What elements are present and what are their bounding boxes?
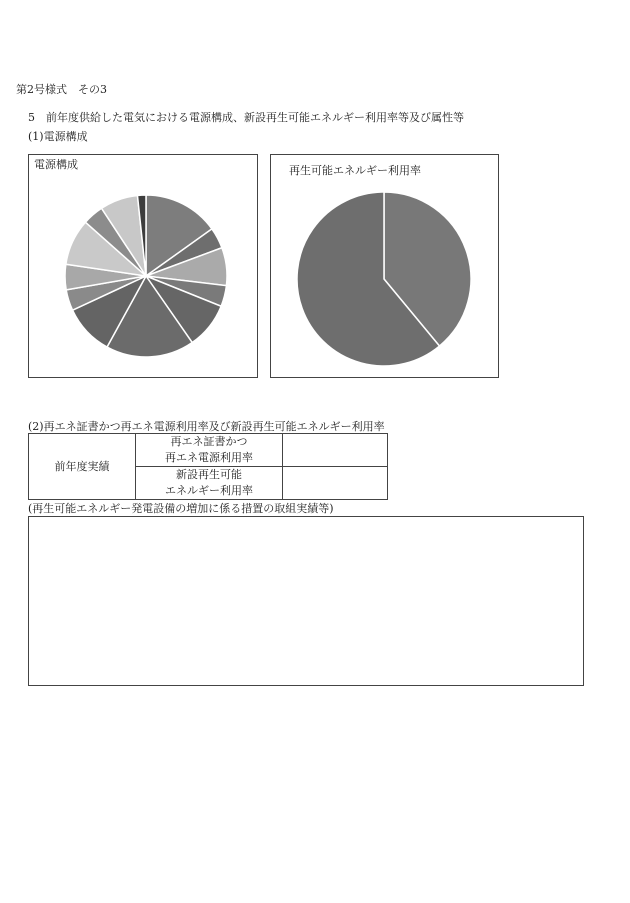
measures-remarks-box[interactable] [28,516,584,686]
item-1-line-2: 再エネ電源利用率 [165,451,253,464]
item-2-line-1: 新設再生可能 [176,468,242,481]
item-1-line-1: 再エネ証書かつ [170,435,248,448]
table-row-header [29,434,136,500]
section-heading: 5 前年度供給した電気における電源構成、新設再生可能エネルギー利用率等及び属性等 [28,111,464,124]
subsection-measures: (再生可能エネルギー発電設備の増加に係る措置の取組実績等) [28,502,334,515]
table-item-label [136,434,283,467]
power-mix-chart [28,154,258,378]
row-header-label: 前年度実績 [54,459,110,473]
table-item-label [136,467,283,500]
item-2-line-2: エネルギー利用率 [165,484,253,497]
renewable-rate-pie [271,155,498,377]
item-2-value-cell[interactable] [283,467,388,500]
form-number: 第2号様式 その3 [16,83,107,96]
power-mix-pie [29,155,257,377]
renewable-rate-table [28,433,388,500]
subsection-power-mix: (1)電源構成 [28,130,88,143]
renewable-rate-chart-title: 再生可能エネルギー利用率 [289,164,421,177]
renewable-rate-chart [270,154,499,378]
subsection-renewable-rates: (2)再エネ証書かつ再エネ電源利用率及び新設再生可能エネルギー利用率 [28,420,385,433]
power-mix-chart-title: 電源構成 [34,158,78,171]
item-1-value-cell[interactable] [283,434,388,467]
